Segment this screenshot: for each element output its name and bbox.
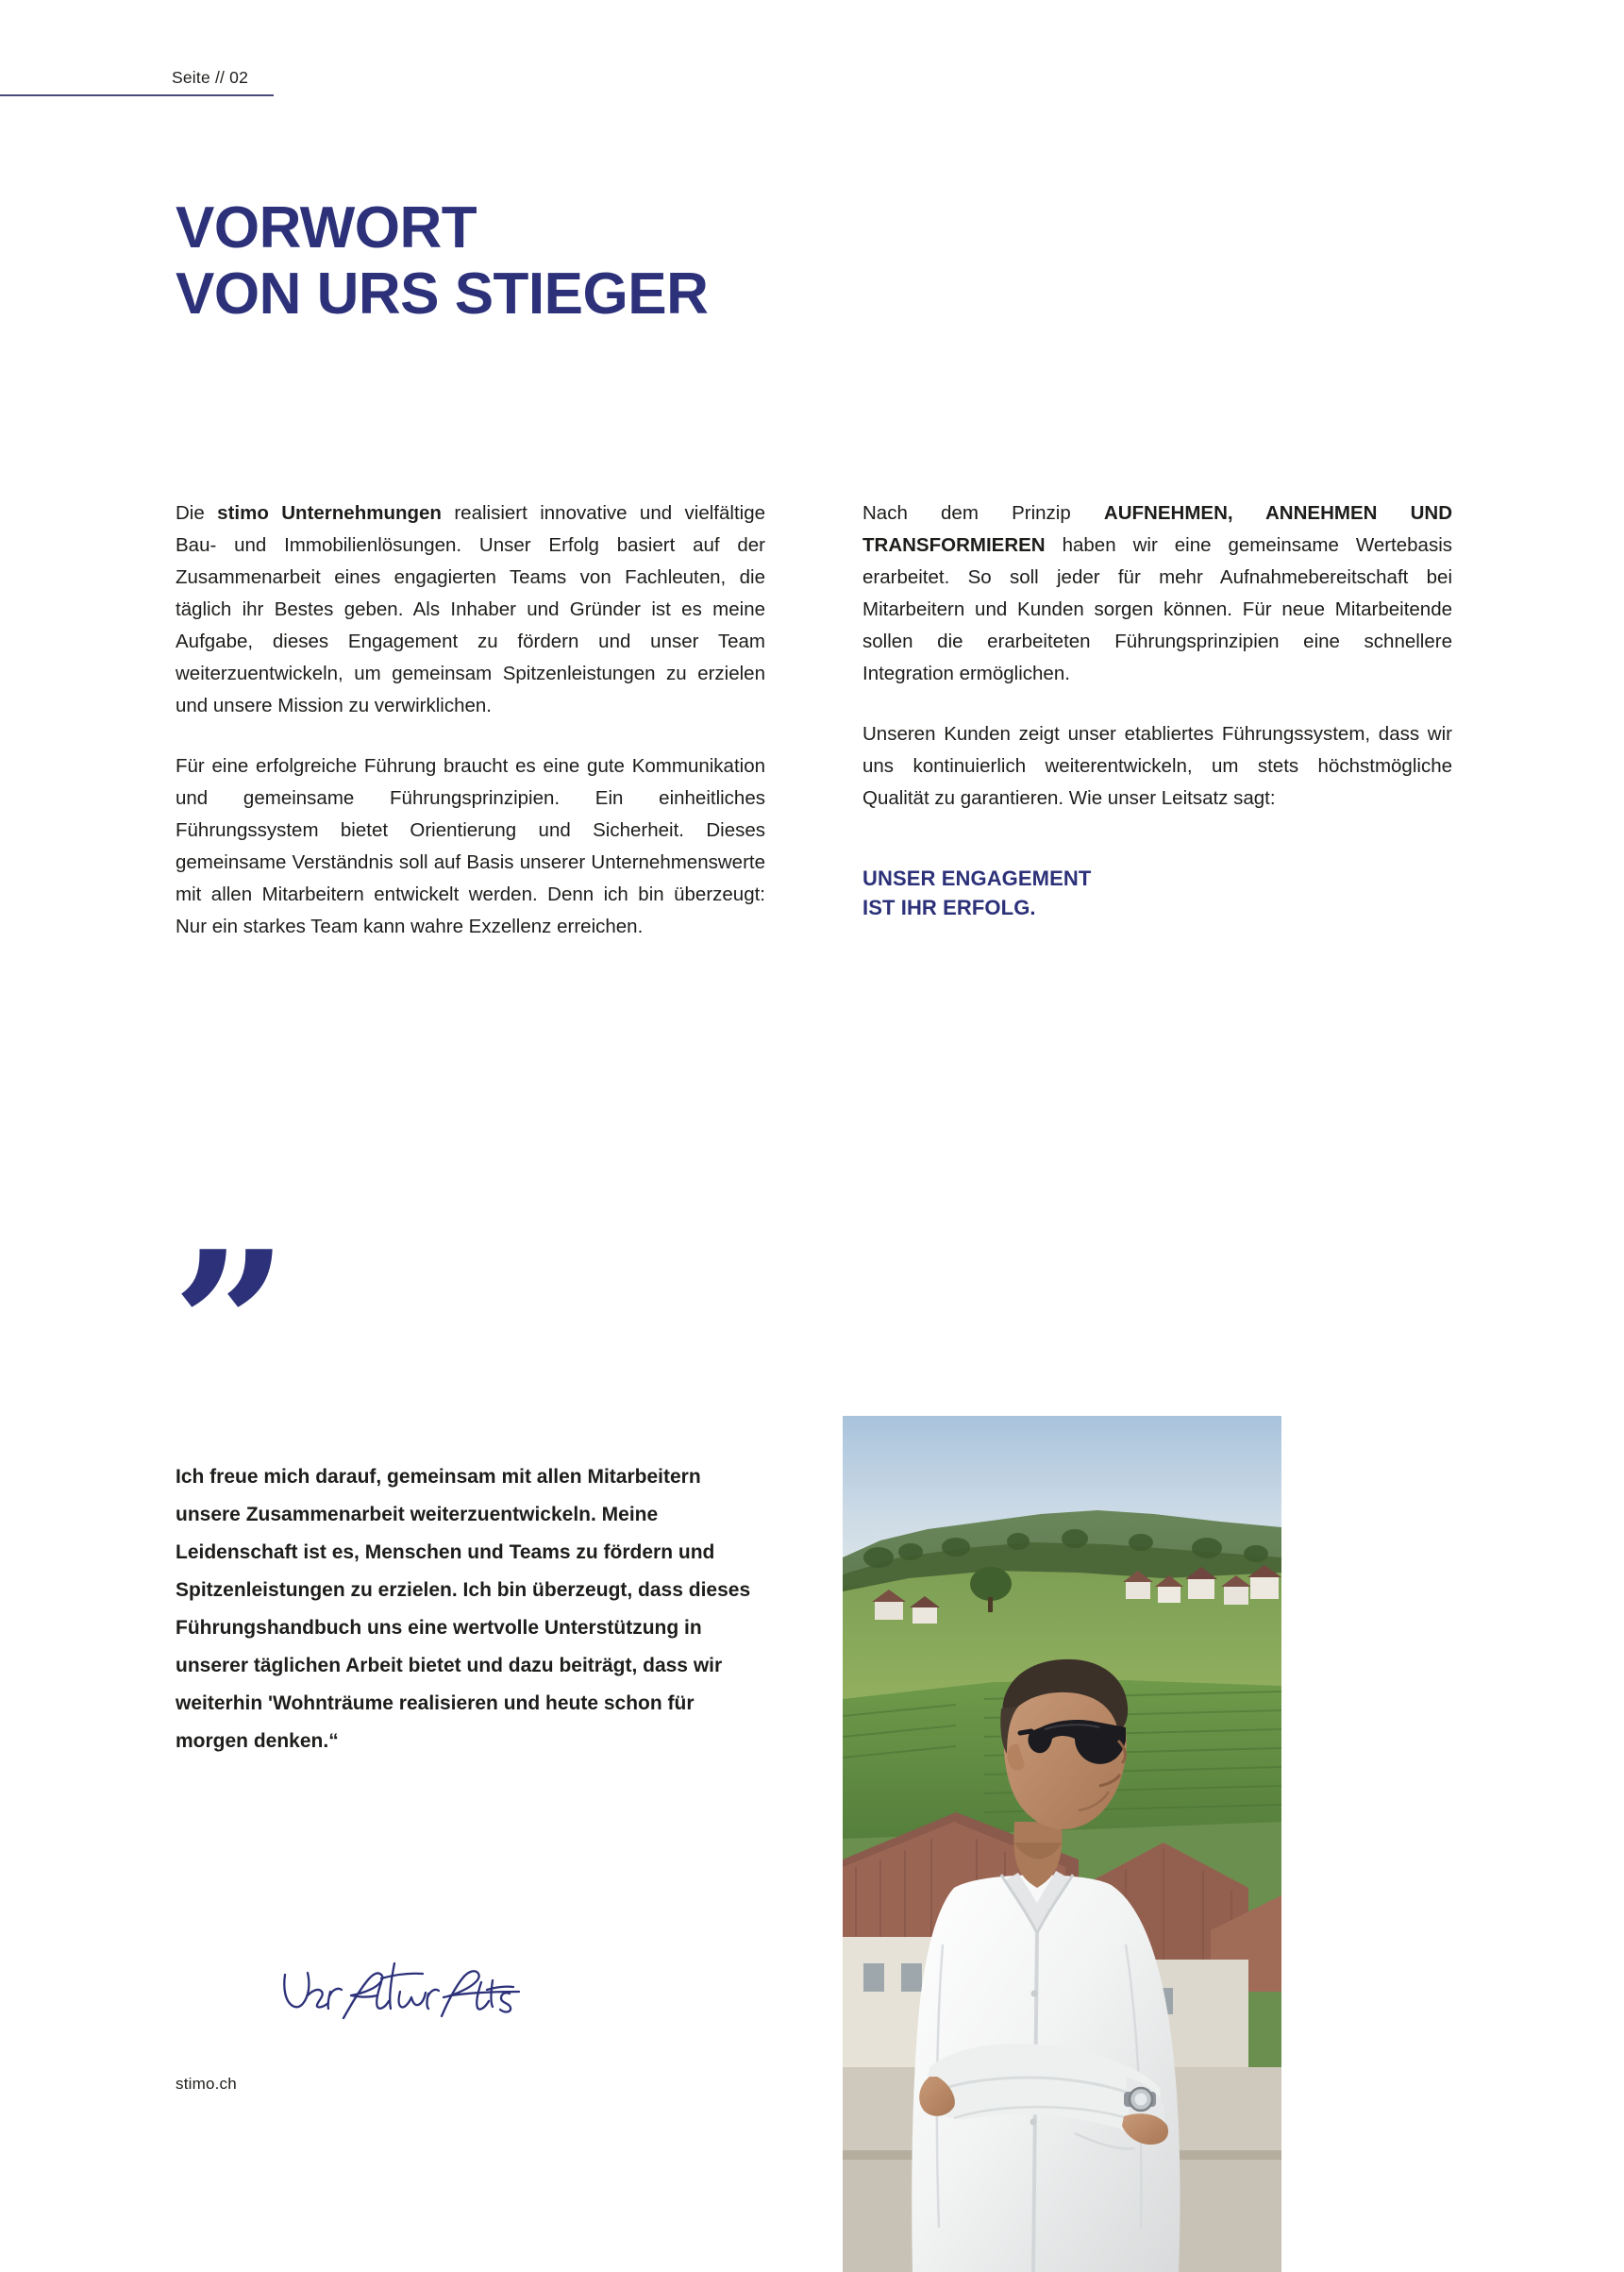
portrait-photo [843,1416,1281,2272]
right-paragraph-1: Nach dem Prinzip AUFNEHMEN, ANNEHMEN UND TRANSFORMIEREN haben wir eine gemeinsame Wertebasis erarbeitet. So soll jeder für mehr Aufnahmebereitschaft bei Mitarbeitern und Kunden sorgen können. Für neue Mitarbeitende sollen die erarbeiteten Führungsprinzipien eine schnellere Integration ermöglichen. [862,502,1453,684]
left-column [176,497,765,943]
footer-website: stimo.ch [176,2075,237,2093]
page-title [176,195,708,328]
left-paragraph-1: Die stimo Unternehmungen realisiert innovative und vielfältige Bau- und Immobilienlösungen. Unser Erfolg basiert auf der Zusammenarbeit eines engagierten Teams von Fachleuten, die täglich ihr Bestes geben. Als Inhaber und Gründer ist es meine Aufgabe, dieses Engagement zu fördern und unser Team weiterzuentwickeln, um gemeinsam Spitzenleistungen zu erzielen und unsere Mission zu verwirklichen. [176,502,765,716]
slogan [862,864,1452,922]
page-title-line-1: VORWORT [176,195,477,261]
body-columns [176,497,1452,943]
left-paragraph-2: Für eine erfolgreiche Führung braucht es eine gute Kommunikation und gemeinsame Führungsprinzipien. Ein einheitliches Führungssystem bietet Orientierung und Sicherheit. Dieses gemeinsame Verständnis soll auf Basis unserer Unternehmenswerte mit allen Mitarbeitern entwickelt werden. Denn ich bin überzeugt: Nur ein starkes Team kann wahre Exzellenz erreichen. [176,755,765,937]
slogan-line-2: IST IHR ERFOLG. [862,896,1036,919]
right-column [862,497,1452,943]
right-paragraph-2: Unseren Kunden zeigt unser etabliertes Führungssystem, dass wir uns kontinuierlich weiterentwickeln, um stets höchstmögliche Qualität zu garantieren. Wie unser Leitsatz sagt: [862,723,1452,809]
page-title-line-2: VON URS STIEGER [176,261,709,327]
page-header [0,68,274,96]
pull-quote [176,1458,765,1760]
slogan-line-1: UNSER ENGAGEMENT [862,867,1092,890]
signature-urs-stieger [276,1954,535,2029]
quotation-mark-icon: ” [172,1206,283,1445]
pull-quote-text: Ich freue mich darauf, gemeinsam mit allen Mitarbeitern unsere Zusammenarbeit weiterzuentwickeln. Meine Leidenschaft ist es, Menschen und Teams zu fördern und Spitzenleistungen zu erzielen. Ich bin überzeugt, dass dieses Führungshandbuch uns eine wertvolle Unterstützung in unserer täglichen Arbeit bietet und dazu beiträgt, dass wir weiterhin 'Wohnträume realisieren und heute schon für morgen denken.“ [176,1466,751,1752]
page-number-label: Seite // 02 [172,68,249,87]
